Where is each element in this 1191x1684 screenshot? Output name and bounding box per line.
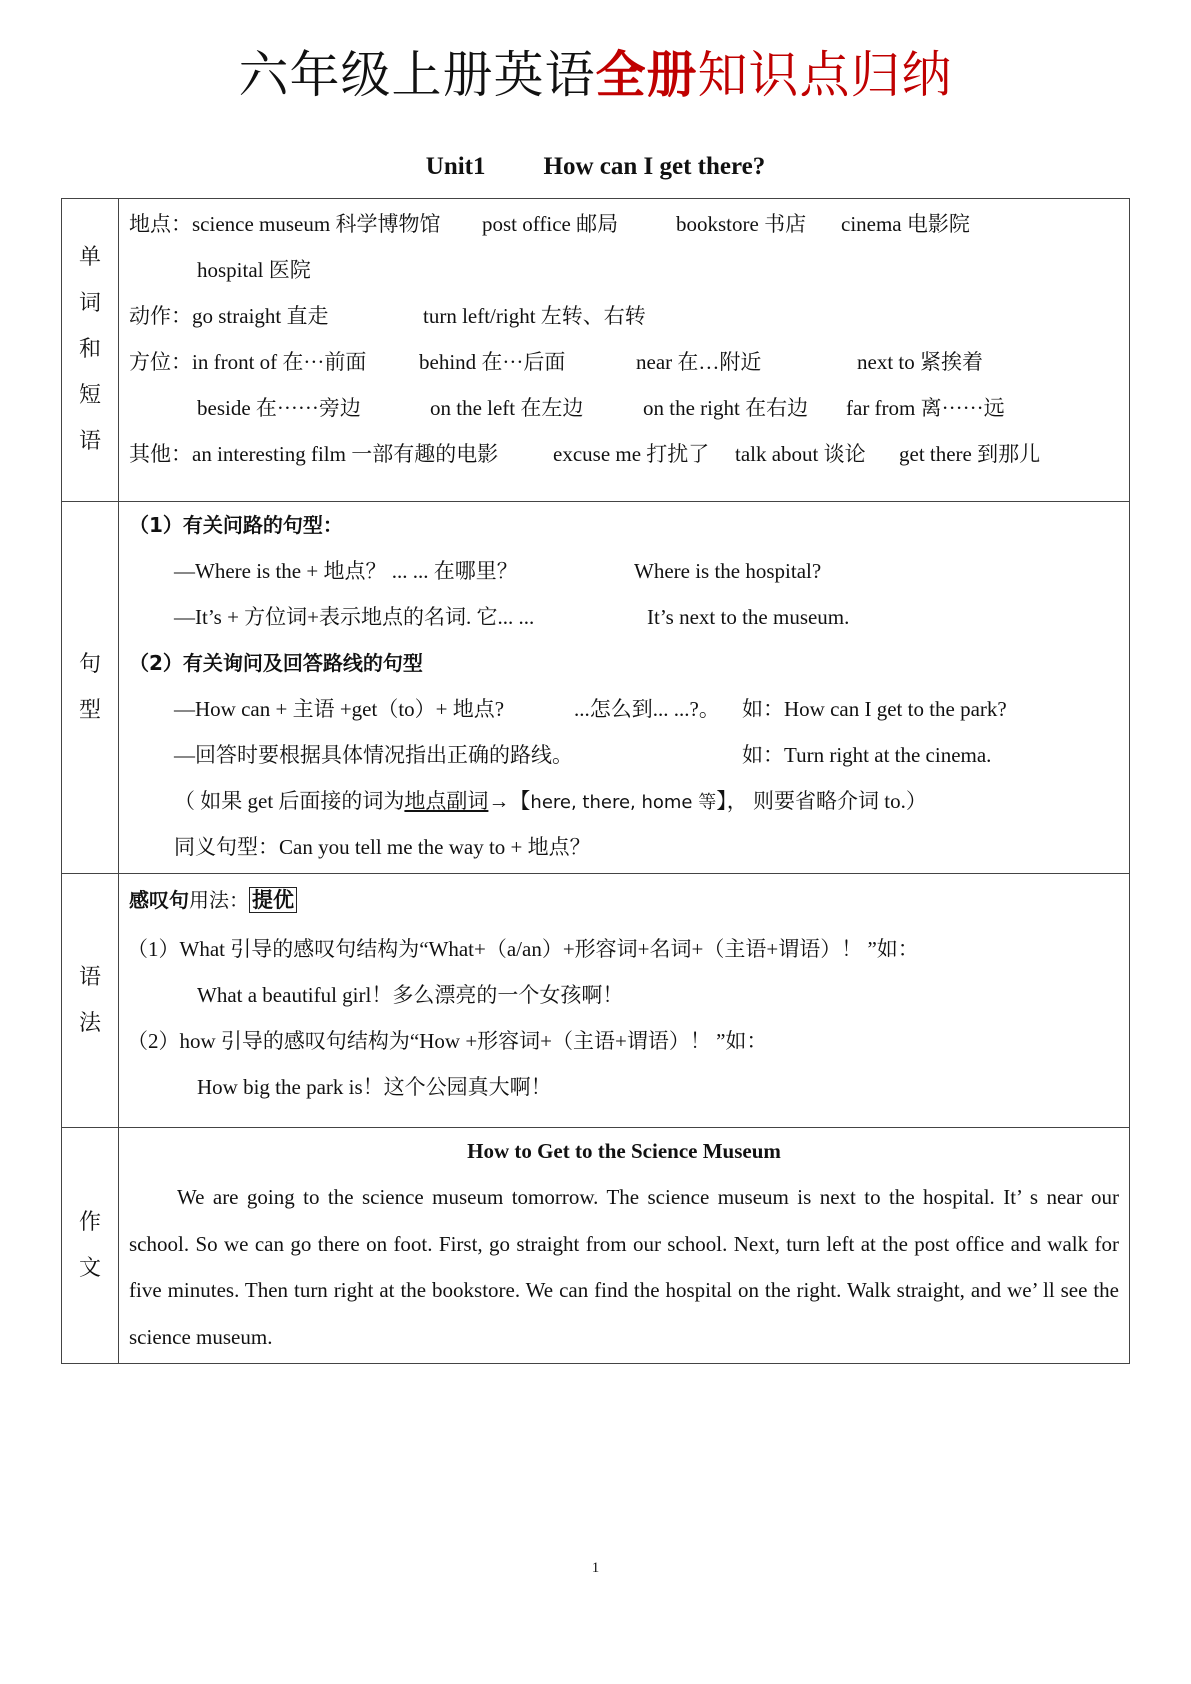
grammar-rule-1: （1）What 引导的感叹句结构为“What+（a/an）+形容词+名词+（主语+谓语）！ ”如： bbox=[127, 937, 919, 961]
title-black-part: 六年级上册英语 bbox=[238, 46, 596, 104]
patterns-rows-2 bbox=[119, 686, 1129, 778]
vocab-lines bbox=[119, 201, 1129, 477]
content-line bbox=[119, 385, 1129, 431]
unit-number: Unit1 bbox=[425, 153, 486, 180]
label-char: 型 bbox=[78, 697, 101, 723]
patterns-heading-1: （1）有关问路的句型： bbox=[129, 513, 343, 537]
advanced-badge: 提优 bbox=[249, 887, 297, 913]
content-line bbox=[119, 247, 1129, 293]
term-entry: behind 在···后面 bbox=[419, 350, 566, 374]
term-entry: hospital 医院 bbox=[197, 258, 311, 282]
term-entry: get there 到那儿 bbox=[899, 442, 1041, 466]
document-title bbox=[0, 42, 1191, 108]
term-entry: 其他：an interesting film 一部有趣的电影 bbox=[129, 442, 499, 466]
label-char: 句 bbox=[78, 651, 101, 677]
content-line bbox=[119, 431, 1129, 477]
term-entry: cinema 电影院 bbox=[841, 212, 970, 236]
label-char: 短 bbox=[78, 383, 101, 408]
content-line bbox=[119, 201, 1129, 247]
label-char: 语 bbox=[78, 429, 101, 454]
term-entry: turn left/right 左转、右转 bbox=[423, 304, 646, 328]
vocab-label bbox=[62, 199, 119, 502]
term-entry: —It’s + 方位词+表示地点的名词. 它... ... bbox=[174, 605, 535, 629]
patterns-heading-2: （2）有关询问及回答路线的句型 bbox=[129, 651, 423, 675]
label-char: 单 bbox=[78, 245, 101, 270]
grammar-rule-2: （2）how 引导的感叹句结构为“How +形容词+（主语+谓语）！ ”如： bbox=[127, 1029, 768, 1053]
grammar-heading-bold: 感叹句 bbox=[129, 888, 189, 912]
patterns-label bbox=[62, 502, 119, 874]
note-suffix: 】， 则要省略介词 to.） bbox=[716, 789, 927, 813]
content-line bbox=[119, 594, 1129, 640]
term-entry: Where is the hospital? bbox=[634, 559, 822, 583]
term-entry: on the right 在右边 bbox=[643, 396, 809, 420]
note-examples: here, there, home 等 bbox=[530, 792, 717, 813]
content-line bbox=[119, 686, 1129, 732]
content-line bbox=[119, 732, 1129, 778]
grammar-content bbox=[119, 874, 1130, 1128]
grammar-heading-rest: 用法： bbox=[189, 888, 249, 912]
unit-name: How can I get there? bbox=[543, 153, 766, 180]
term-entry: far from 离······远 bbox=[846, 396, 1005, 420]
term-entry: 如：Turn right at the cinema. bbox=[742, 743, 992, 767]
label-char: 词 bbox=[78, 291, 101, 316]
patterns-note bbox=[119, 778, 1129, 824]
term-entry: beside 在······旁边 bbox=[197, 396, 361, 420]
vocab-content bbox=[119, 199, 1130, 502]
term-entry: bookstore 书店 bbox=[676, 212, 807, 236]
term-entry: near 在…附近 bbox=[636, 350, 762, 374]
page-number: 1 bbox=[591, 1560, 600, 1576]
term-entry: 地点：science museum 科学博物馆 bbox=[129, 212, 441, 236]
grammar-example-2: How big the park is！这个公园真大啊！ bbox=[197, 1075, 552, 1099]
note-arrow: →【 bbox=[488, 789, 531, 813]
content-line bbox=[119, 293, 1129, 339]
term-entry: —Where is the + 地点？ ... ... 在哪里？ bbox=[174, 559, 518, 583]
label-char: 作 bbox=[78, 1209, 101, 1235]
term-entry: —回答时要根据具体情况指出正确的路线。 bbox=[174, 743, 573, 767]
label-char: 文 bbox=[78, 1255, 101, 1281]
patterns-rows-1 bbox=[119, 548, 1129, 640]
term-entry: It’s next to the museum. bbox=[647, 605, 850, 629]
note-underlined: 地点副词 bbox=[404, 789, 489, 813]
content-line bbox=[119, 339, 1129, 385]
term-entry: post office 邮局 bbox=[482, 212, 619, 236]
grammar-row bbox=[62, 874, 1130, 1128]
label-char: 法 bbox=[78, 1010, 101, 1036]
term-entry: 方位：in front of 在···前面 bbox=[129, 350, 367, 374]
patterns-content bbox=[119, 502, 1130, 874]
term-entry: on the left 在左边 bbox=[430, 396, 584, 420]
content-line bbox=[119, 548, 1129, 594]
vocab-row bbox=[62, 199, 1130, 502]
term-entry: talk about 谈论 bbox=[735, 442, 866, 466]
label-char: 语 bbox=[78, 964, 101, 990]
label-char: 和 bbox=[78, 337, 101, 362]
knowledge-table bbox=[61, 198, 1130, 1364]
essay-label bbox=[62, 1128, 119, 1364]
term-entry: next to 紧挨着 bbox=[857, 350, 983, 374]
grammar-example-1: What a beautiful girl！多么漂亮的一个女孩啊！ bbox=[197, 983, 624, 1007]
unit-heading bbox=[0, 150, 1191, 184]
patterns-synonym: 同义句型：Can you tell me the way to + 地点？ bbox=[174, 835, 591, 859]
note-prefix: （ 如果 get 后面接的词为 bbox=[174, 789, 405, 813]
grammar-label bbox=[62, 874, 119, 1128]
essay-row bbox=[62, 1128, 1130, 1364]
essay-content bbox=[119, 1128, 1130, 1364]
essay-body: We are going to the science museum tomorrow. The science museum is next to the hospital. It’ s near our school. So we can go there on foot. First, go straight from our school. Next, turn left at the post office and walk for five minutes. Then turn right at the bookstore. We can find the hospital on the right. Walk straight, and we’ ll see the science museum. bbox=[129, 1185, 1119, 1349]
essay-title: How to Get to the Science Museum bbox=[467, 1139, 781, 1163]
patterns-row bbox=[62, 502, 1130, 874]
term-entry: ...怎么到... ...?。 bbox=[574, 697, 720, 721]
term-entry: 动作：go straight 直走 bbox=[129, 304, 329, 328]
title-red-bold-part: 全册 bbox=[595, 46, 698, 104]
term-entry: —How can + 主语 +get（to）+ 地点? bbox=[174, 697, 505, 721]
title-red-part: 知识点归纳 bbox=[697, 46, 953, 104]
term-entry: excuse me 打扰了 bbox=[553, 442, 710, 466]
term-entry: 如：How can I get to the park? bbox=[742, 697, 1007, 721]
